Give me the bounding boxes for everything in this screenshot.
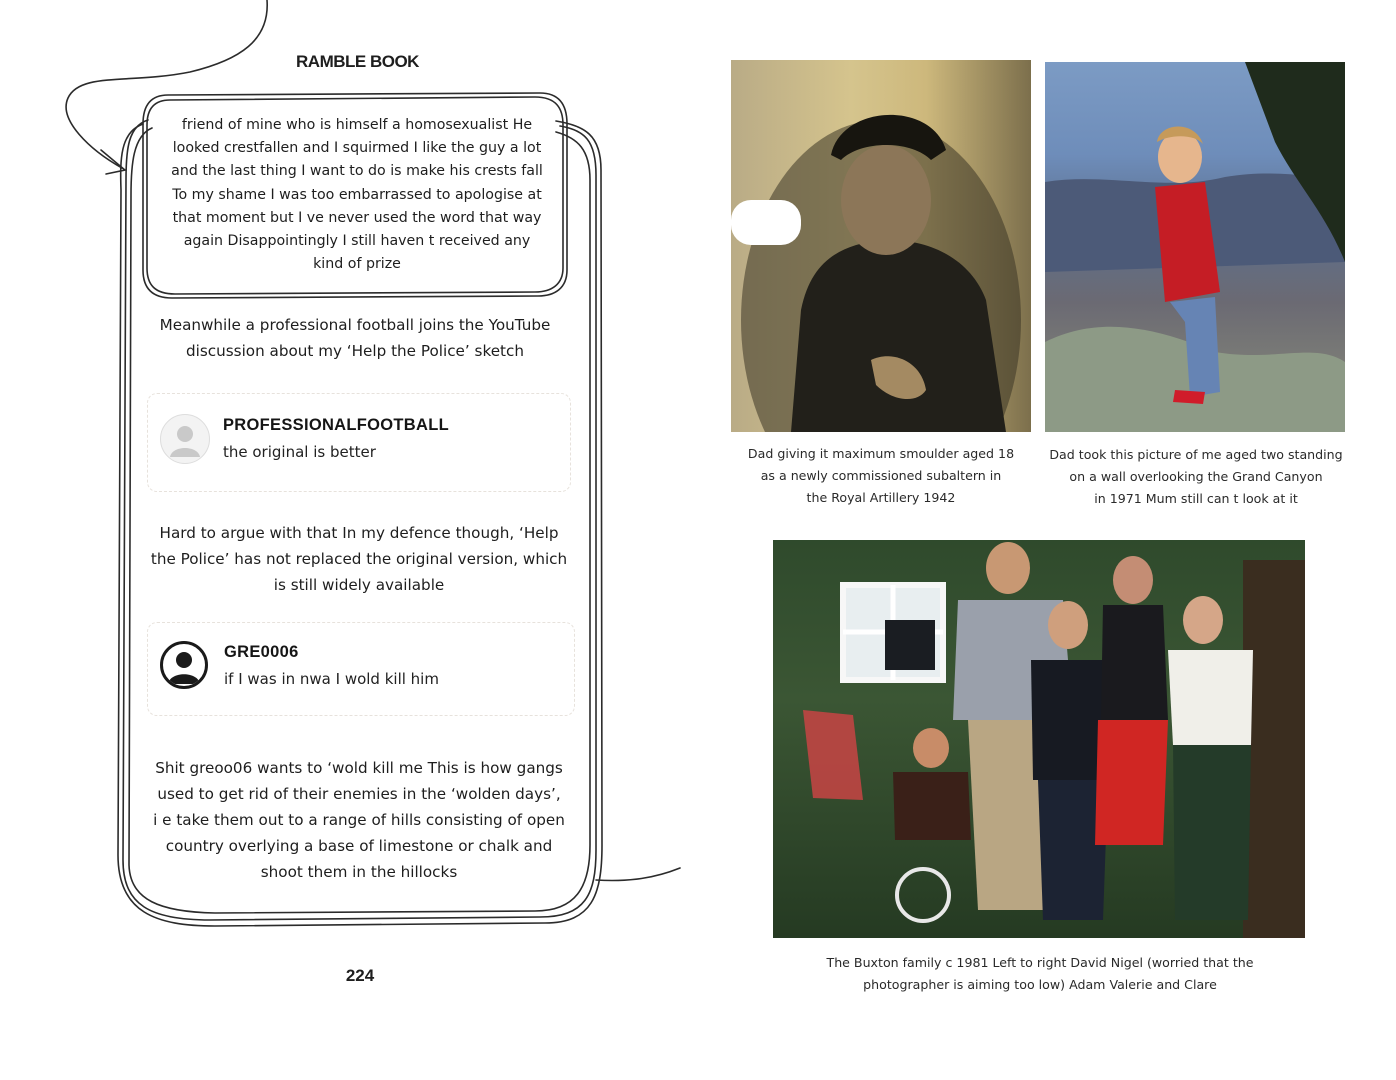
speech-bubble-text: friend of mine who is himself a homosexualist He looked crestfallen and I squirmed I like the guy a lot and the last thing I want to do is make his crests fall To my shame I was too embarrassed to apologise at that moment but I ve never used the word that way again Disappointingly I still haven t received any kind of prize xyxy=(171,117,543,273)
comment-text: if I was in nwa I wold kill him xyxy=(224,670,439,688)
comment-username: PROFESSIONALFOOTBALL xyxy=(223,416,449,434)
comment-username: GRE0006 xyxy=(224,643,299,661)
photo-caption-3: The Buxton family c 1981 Left to right David Nigel (worried that the photographer is aiming too low) Adam Valerie and Clare xyxy=(826,955,1254,992)
comment-text: the original is better xyxy=(223,443,376,461)
running-header: RAMBLE BOOK xyxy=(296,52,419,71)
photo-caption-1: Dad giving it maximum smoulder aged 18 as a newly commissioned subaltern in the Royal Artillery 1942 xyxy=(747,446,1015,505)
photo-grand-canyon-child xyxy=(1045,62,1345,432)
photo-caption-2: Dad took this picture of me aged two standing on a wall overlooking the Grand Canyon in 1971 Mum still can t look at it xyxy=(1049,447,1343,506)
page-number: 224 xyxy=(345,966,375,985)
paragraph-3: Shit greoo06 wants to ‘wold kill me This is how gangs used to get rid of their enemies in the ‘wolden days’, i e take them out to a range of hills consisting of open country overlying a base of limestone or chalk and shoot them in the hillocks xyxy=(153,759,565,881)
photo-soldier-portrait xyxy=(731,60,1031,432)
comment-card-1 xyxy=(147,393,571,492)
user-avatar-icon xyxy=(160,414,210,464)
comment-card-2 xyxy=(147,622,575,716)
user-avatar-icon xyxy=(160,641,208,689)
paragraph-1: Meanwhile a professional football joins the YouTube discussion about my ‘Help the Police’ sketch xyxy=(159,316,551,360)
paragraph-2: Hard to argue with that In my defence though, ‘Help the Police’ has not replaced the original version, which is still widely available xyxy=(150,524,568,594)
photo-family-group xyxy=(773,540,1305,938)
